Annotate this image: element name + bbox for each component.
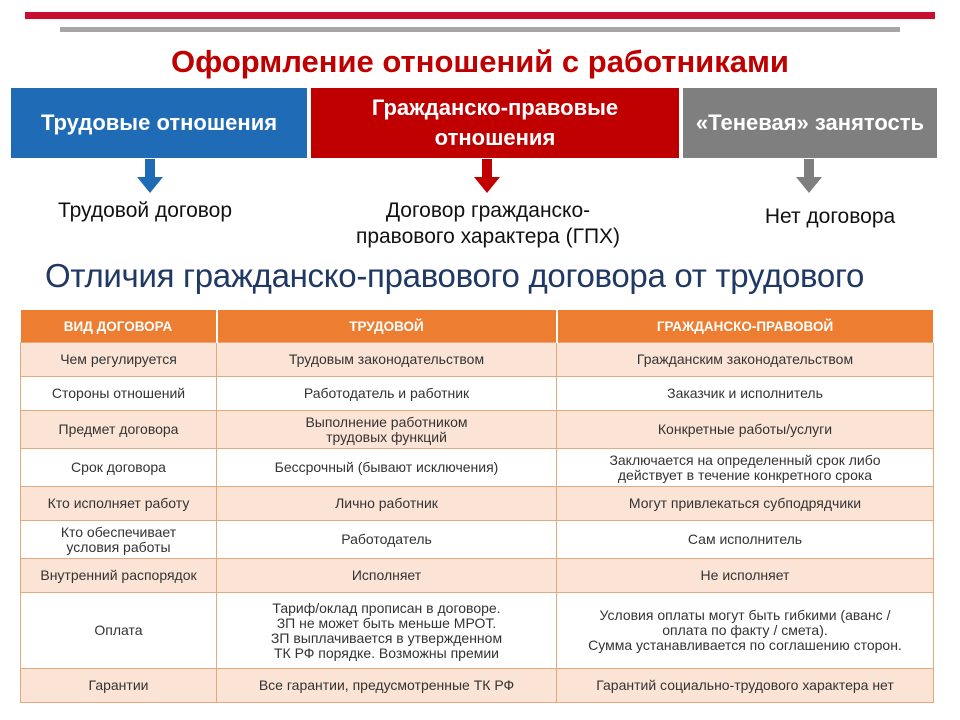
cell-line: Все гарантии, предусмотренные ТК РФ <box>258 677 515 693</box>
table-row <box>21 593 934 669</box>
table-cell <box>557 521 934 559</box>
contract-label: Трудовой договор <box>57 199 233 222</box>
section-subtitle: Отличия гражданско-правового договора от трудового <box>45 257 865 294</box>
cell-line: ТК РФ порядке. Возможны премии <box>273 644 499 661</box>
table-cell <box>217 377 557 411</box>
cell-line: Стороны отношений <box>51 385 186 401</box>
cell-line: Исполняет <box>351 567 422 583</box>
comparison-table <box>20 310 935 703</box>
cell-line: Сам исполнитель <box>687 531 803 547</box>
table-cell <box>557 669 934 703</box>
table-cell <box>217 343 557 377</box>
table-cell <box>21 669 217 703</box>
table-cell <box>217 449 557 487</box>
cell-line: Выполнение работником <box>305 413 468 430</box>
cell-line: Тариф/оклад прописан в договоре. <box>272 599 501 616</box>
cell-line: Кто обеспечивает <box>60 523 177 540</box>
cell-line: Сумма устанавливается по соглашению сторон. <box>588 637 902 653</box>
table-cell <box>217 521 557 559</box>
cell-line: Заключается на определенный срок либо <box>609 451 881 468</box>
arrow-down-icon <box>474 159 500 195</box>
table-row <box>21 521 934 559</box>
cell-line: Трудовым законодательством <box>288 351 485 367</box>
cell-line: ЗП не может быть меньше МРОТ. <box>276 614 497 631</box>
table-row <box>21 487 934 521</box>
contract-labor <box>40 198 250 224</box>
box-label: отношения <box>434 125 556 150</box>
table-cell <box>217 669 557 703</box>
cell-line: Гарантий социально-трудового характера нет <box>596 677 894 693</box>
cell-line: трудовых функций <box>326 428 447 445</box>
table-cell <box>557 593 934 669</box>
table-cell <box>557 377 934 411</box>
contract-label: Нет договора <box>764 205 896 228</box>
table-cell <box>217 411 557 449</box>
cell-line: Предмет договора <box>58 421 179 437</box>
arrow-down-icon <box>137 159 163 195</box>
table-cell <box>21 593 217 669</box>
contract-label: Договор гражданско- <box>385 199 591 222</box>
box-civil-relations <box>311 88 679 158</box>
arrow-down-icon <box>796 159 822 195</box>
cell-line: Условия оплаты могут быть гибкими (аванс / <box>599 607 891 623</box>
table-cell <box>21 521 217 559</box>
table-row <box>21 411 934 449</box>
table-cell <box>21 487 217 521</box>
table-cell <box>557 449 934 487</box>
column-header: ТРУДОВОЙ <box>217 310 557 343</box>
cell-line: Не исполняет <box>700 567 790 583</box>
contract-none <box>745 204 915 230</box>
table-cell <box>21 559 217 593</box>
table-row <box>21 377 934 411</box>
top-gray-bar <box>60 27 900 32</box>
table-row <box>21 559 934 593</box>
cell-line: Гражданским законодательством <box>636 351 854 367</box>
contract-civil <box>338 198 638 250</box>
top-red-bar <box>25 12 935 19</box>
table-cell <box>21 377 217 411</box>
table-row <box>21 449 934 487</box>
cell-line: Могут привлекаться субподрядчики <box>628 495 862 511</box>
cell-line: условия работы <box>66 538 171 555</box>
cell-line: Лично работник <box>335 495 438 511</box>
contract-label: правового характера (ГПХ) <box>355 225 621 248</box>
box-shadow-employment <box>683 88 937 158</box>
cell-line: Работодатель <box>341 531 432 547</box>
page-title: Оформление отношений с работниками <box>171 44 789 79</box>
table-cell <box>557 559 934 593</box>
cell-line: Кто исполняет работу <box>47 495 190 511</box>
cell-line: Работодатель и работник <box>303 385 470 401</box>
cell-line: Конкретные работы/услуги <box>657 421 833 437</box>
cell-line: Бессрочный (бывают исключения) <box>274 459 499 475</box>
cell-line: ЗП выплачивается в утвержденном <box>270 629 503 646</box>
column-header: ГРАЖДАНСКО-ПРАВОВОЙ <box>557 310 934 343</box>
box-label: «Теневая» занятость <box>695 110 925 135</box>
table-cell <box>21 343 217 377</box>
box-label: Гражданско-правовые <box>371 95 619 120</box>
box-label: Трудовые отношения <box>40 110 278 135</box>
cell-line: Заказчик и исполнитель <box>667 385 823 401</box>
table-row <box>21 669 934 703</box>
cell-line: Срок договора <box>71 459 166 475</box>
cell-line: Оплата <box>94 622 143 638</box>
cell-line: Чем регулируется <box>60 351 177 367</box>
table-cell <box>21 411 217 449</box>
cell-line: оплата по факту / смета). <box>662 622 828 638</box>
cell-line: действует в течение конкретного срока <box>617 466 873 483</box>
table-cell <box>217 559 557 593</box>
table-header-row <box>21 310 934 343</box>
table-cell <box>21 449 217 487</box>
box-labor-relations <box>11 88 307 158</box>
table-cell <box>557 343 934 377</box>
table-row <box>21 343 934 377</box>
table-cell <box>557 411 934 449</box>
column-header: ВИД ДОГОВОРА <box>21 310 217 343</box>
table-cell <box>217 593 557 669</box>
cell-line: Внутренний распорядок <box>40 567 197 583</box>
cell-line: Гарантии <box>88 677 149 693</box>
table-cell <box>217 487 557 521</box>
table-cell <box>557 487 934 521</box>
